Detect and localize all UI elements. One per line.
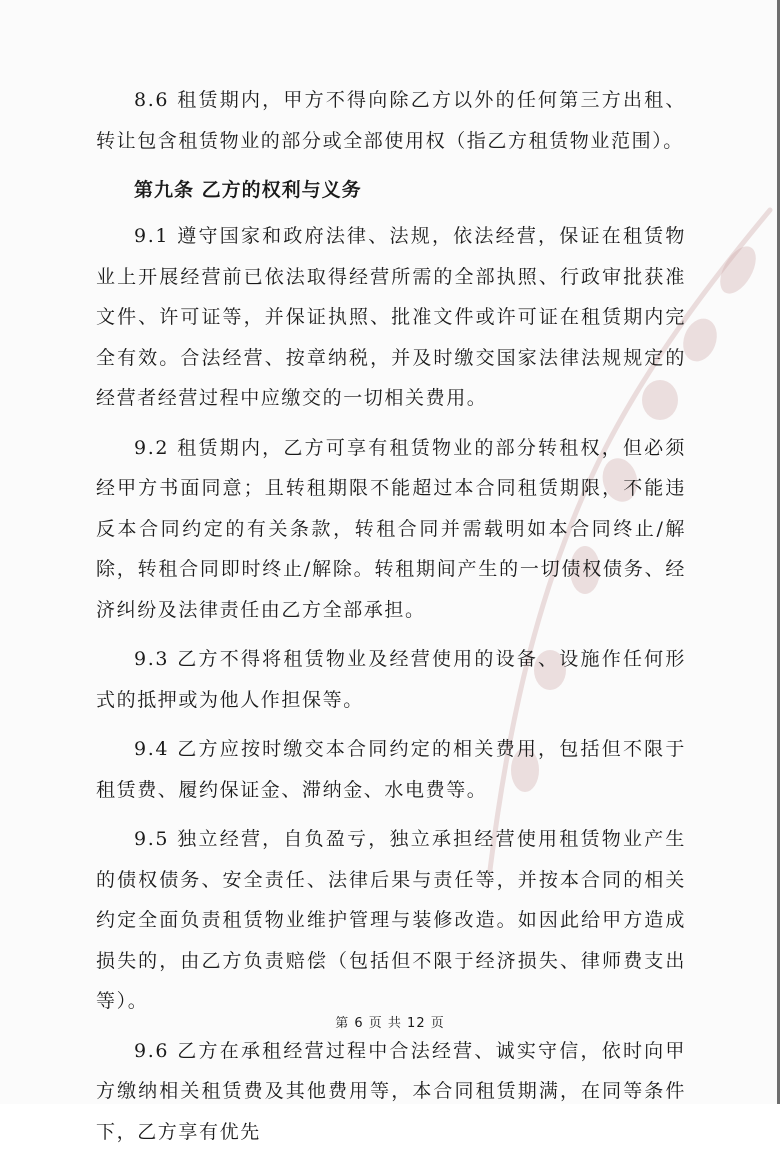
- clause-9-2: 9.2 租赁期内，乙方可享有租赁物业的部分转租权，但必须经甲方书面同意；且转租期限不能超过本合同租赁期限，不能违反本合同约定的有关条款，转租合同并需载明如本合同终止/解除，转租合同即时终止/解除。转租期间产生的一切债权债务、经济纠纷及法律责任由乙方全部承担。: [96, 436, 686, 621]
- clause-9-6: 9.6 乙方在承租经营过程中合法经营、诚实守信，依时向甲方缴纳相关租赁费及其他费用等，本合同租赁期满，在同等条件下，乙方享有优先: [96, 1039, 686, 1143]
- article-9-heading: 第九条 乙方的权利与义务: [134, 179, 362, 201]
- page-number-footer: 第 6 页 共 12 页: [335, 1016, 445, 1031]
- document-body: [96, 80, 686, 1161]
- clause-9-3: 9.3 乙方不得将租赁物业及经营使用的设备、设施作任何形式的抵押或为他人作担保等。: [96, 648, 686, 711]
- clause-9-4: 9.4 乙方应按时缴交本合同约定的相关费用，包括但不限于租赁费、履约保证金、滞纳金、水电费等。: [96, 738, 686, 801]
- clause-9-5: 9.5 独立经营，自负盈亏，独立承担经营使用租赁物业产生的债权债务、安全责任、法律后果与责任等，并按本合同的相关约定全面负责租赁物业维护管理与装修改造。如因此给甲方造成损失的，由乙方负责赔偿（包括但不限于经济损失、律师费支出等）。: [96, 828, 686, 1012]
- clause-8-6: 8.6 租赁期内，甲方不得向除乙方以外的任何第三方出租、转让包含租赁物业的部分或全部使用权（指乙方租赁物业范围）。: [96, 89, 686, 152]
- clause-9-1: 9.1 遵守国家和政府法律、法规，依法经营，保证在租赁物业上开展经营前已依法取得经营所需的全部执照、行政审批获准文件、许可证等，并保证执照、批准文件或许可证在租赁期内完全有效。合法经营、按章纳税，并及时缴交国家法律法规规定的经营者经营过程中应缴交的一切相关费用。: [96, 225, 686, 409]
